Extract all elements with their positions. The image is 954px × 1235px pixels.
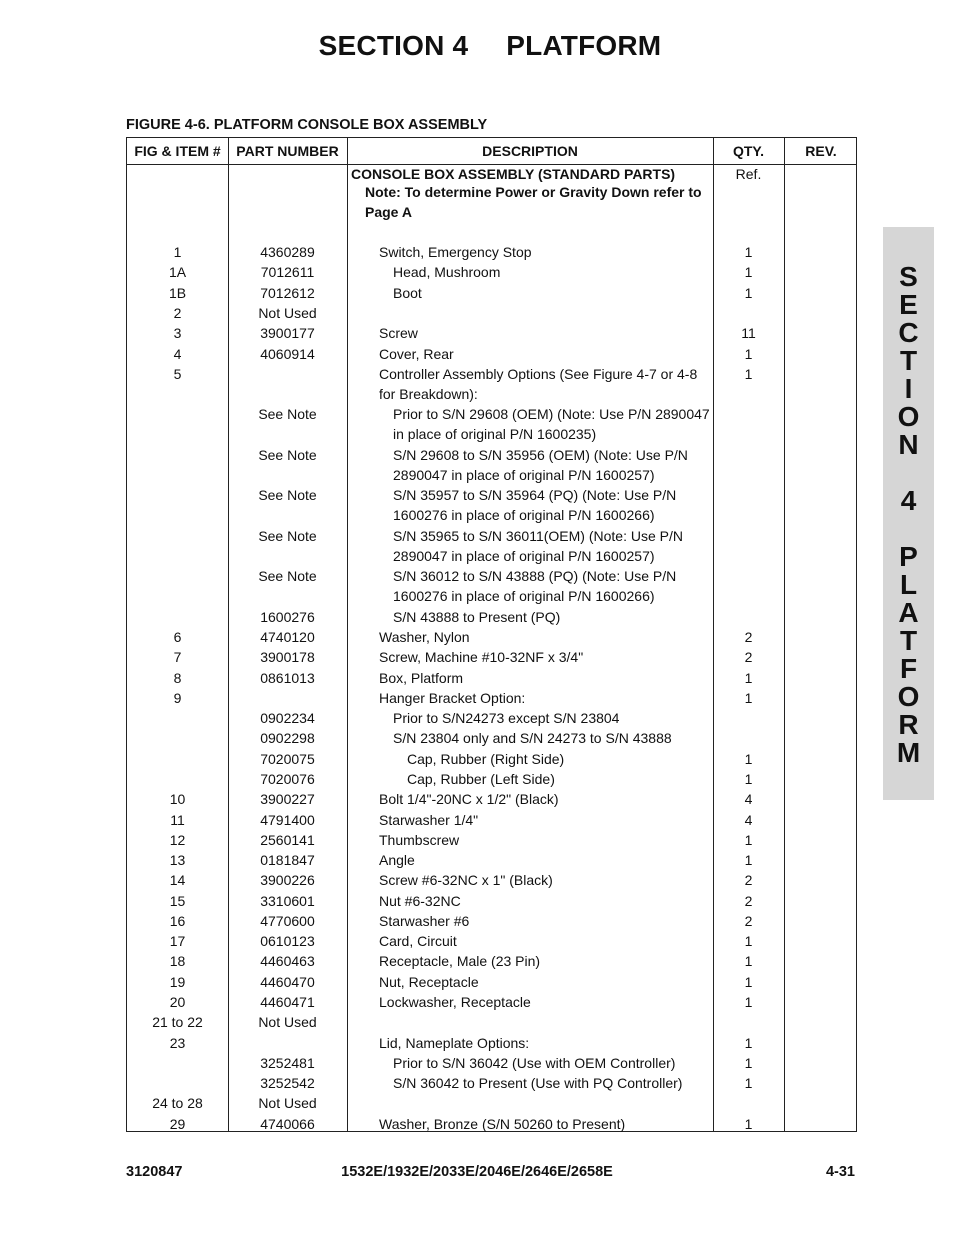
part-number-cell: Not Used xyxy=(258,1014,317,1030)
description-cell: CONSOLE BOX ASSEMBLY (STANDARD PARTS) xyxy=(351,166,676,182)
description-cell: 2890047 in place of original P/N 1600257) xyxy=(393,548,655,564)
qty-cell: Ref. xyxy=(735,166,762,182)
qty-cell: 1 xyxy=(744,771,753,787)
model-numbers: 1532E/1932E/2033E/2046E/2646E/2658E xyxy=(341,1164,613,1180)
page-number: 4-31 xyxy=(825,1164,855,1180)
section-tab-letter: M xyxy=(896,737,921,768)
parts-table xyxy=(126,137,857,1132)
part-number-cell: 0861013 xyxy=(260,670,315,686)
description-cell: 1600276 in place of original P/N 1600266) xyxy=(393,507,655,523)
part-number-cell: Not Used xyxy=(258,305,317,321)
description-cell: Boot xyxy=(393,285,422,301)
description-cell: S/N 23804 only and S/N 24273 to S/N 43888 xyxy=(393,730,672,746)
part-number-cell: 4740066 xyxy=(260,1116,315,1132)
description-cell: Prior to S/N24273 except S/N 23804 xyxy=(393,710,620,726)
part-number-cell: 3900177 xyxy=(260,325,315,341)
description-cell: Lockwasher, Receptacle xyxy=(379,994,531,1010)
description-cell: Box, Platform xyxy=(379,670,464,686)
fig-item-cell: 1B xyxy=(168,285,187,301)
column-divider xyxy=(784,138,785,1131)
description-cell: Card, Circuit xyxy=(379,933,457,949)
description-cell: 1600276 in place of original P/N 1600266) xyxy=(393,588,655,604)
qty-cell: 1 xyxy=(744,852,753,868)
description-cell: Washer, Nylon xyxy=(379,629,470,645)
qty-cell: 2 xyxy=(744,913,753,929)
qty-cell: 1 xyxy=(744,244,753,260)
qty-cell: 1 xyxy=(744,933,753,949)
qty-cell: 2 xyxy=(744,872,753,888)
description-cell: Bolt 1/4"-20NC x 1/2" (Black) xyxy=(379,791,559,807)
fig-item-cell: 29 xyxy=(169,1116,186,1132)
part-number-cell: See Note xyxy=(258,406,317,422)
qty-cell: 11 xyxy=(741,325,756,341)
section-tab-letter: O xyxy=(897,401,920,432)
description-cell: Washer, Bronze (S/N 50260 to Present) xyxy=(379,1116,626,1132)
description-cell: for Breakdown): xyxy=(379,386,478,402)
qty-cell: 2 xyxy=(744,893,753,909)
qty-cell: 1 xyxy=(744,670,753,686)
qty-cell: 1 xyxy=(744,1035,753,1051)
fig-item-cell: 17 xyxy=(169,933,186,949)
description-cell: Cover, Rear xyxy=(379,346,454,362)
description-cell: Page A xyxy=(365,204,412,220)
description-cell: Controller Assembly Options (See Figure 4-7 or 4-8 xyxy=(379,366,698,382)
description-cell: Prior to S/N 36042 (Use with OEM Controller) xyxy=(393,1055,676,1071)
description-cell: Screw xyxy=(379,325,418,341)
section-tab-letter: A xyxy=(898,597,919,628)
part-number-cell: 4060914 xyxy=(260,346,315,362)
description-cell: Cap, Rubber (Left Side) xyxy=(407,771,555,787)
section-tab-letter: S xyxy=(899,261,918,292)
part-number-cell: 0902298 xyxy=(260,730,315,746)
qty-cell: 1 xyxy=(744,751,753,767)
fig-item-cell: 21 to 22 xyxy=(152,1014,203,1030)
qty-cell: 1 xyxy=(744,285,753,301)
part-number-cell: 1600276 xyxy=(260,609,315,625)
part-number-cell: See Note xyxy=(258,487,317,503)
fig-item-cell: 1 xyxy=(173,244,182,260)
section-tab-letter: C xyxy=(898,317,919,348)
description-cell: S/N 36042 to Present (Use with PQ Controller) xyxy=(393,1075,683,1091)
fig-item-cell: 23 xyxy=(169,1035,186,1051)
part-number-cell: 3900178 xyxy=(260,649,315,665)
part-number-cell: 0610123 xyxy=(260,933,315,949)
section-name: PLATFORM xyxy=(506,30,662,61)
section-tab-letter: I xyxy=(904,373,913,404)
description-cell: Nut #6-32NC xyxy=(379,893,461,909)
qty-cell: 1 xyxy=(744,953,753,969)
description-cell: Receptacle, Male (23 Pin) xyxy=(379,953,541,969)
fig-item-cell: 1A xyxy=(168,264,187,280)
section-tab xyxy=(883,227,934,800)
description-cell: S/N 36012 to S/N 43888 (PQ) (Note: Use P/N xyxy=(393,568,677,584)
fig-item-cell: 18 xyxy=(169,953,186,969)
description-cell: in place of original P/N 1600235) xyxy=(393,426,597,442)
qty-cell: 1 xyxy=(744,1075,753,1091)
header-rev: REV. xyxy=(805,143,837,159)
part-number-cell: Not Used xyxy=(258,1095,317,1111)
qty-cell: 4 xyxy=(744,791,753,807)
part-number-cell: 0181847 xyxy=(260,852,315,868)
part-number-cell: 3900226 xyxy=(260,872,315,888)
fig-item-cell: 20 xyxy=(169,994,186,1010)
description-cell: Angle xyxy=(379,852,415,868)
section-tab-letter: L xyxy=(899,569,918,600)
figure-title: FIGURE 4-6. PLATFORM CONSOLE BOX ASSEMBLY xyxy=(126,117,488,133)
fig-item-cell: 6 xyxy=(173,629,182,645)
description-cell: S/N 35957 to S/N 35964 (PQ) (Note: Use P/N xyxy=(393,487,677,503)
qty-cell: 1 xyxy=(744,264,753,280)
description-cell: 2890047 in place of original P/N 1600257) xyxy=(393,467,655,483)
section-tab-letter: T xyxy=(899,625,918,656)
section-tab-letter: R xyxy=(898,709,919,740)
description-cell: Head, Mushroom xyxy=(393,264,501,280)
fig-item-cell: 10 xyxy=(169,791,186,807)
section-tab-letter: O xyxy=(897,681,920,712)
qty-cell: 1 xyxy=(744,690,753,706)
page-title xyxy=(0,30,954,62)
section-tab-letter: N xyxy=(898,429,919,460)
description-cell: Switch, Emergency Stop xyxy=(379,244,532,260)
part-number-cell: See Note xyxy=(258,568,317,584)
qty-cell: 1 xyxy=(744,994,753,1010)
description-cell: Hanger Bracket Option: xyxy=(379,690,526,706)
fig-item-cell: 14 xyxy=(169,872,186,888)
part-number-cell: 7012612 xyxy=(260,285,315,301)
fig-item-cell: 19 xyxy=(169,974,186,990)
part-number-cell: 4770600 xyxy=(260,913,315,929)
fig-item-cell: 16 xyxy=(169,913,186,929)
qty-cell: 1 xyxy=(744,974,753,990)
fig-item-cell: 12 xyxy=(169,832,186,848)
qty-cell: 2 xyxy=(744,649,753,665)
qty-cell: 4 xyxy=(744,812,753,828)
description-cell: Note: To determine Power or Gravity Down refer to xyxy=(365,184,702,200)
part-number-cell: 4460463 xyxy=(260,953,315,969)
part-number-cell: 3900227 xyxy=(260,791,315,807)
description-cell: Prior to S/N 29608 (OEM) (Note: Use P/N 2890047 xyxy=(393,406,710,422)
qty-cell: 1 xyxy=(744,366,753,382)
part-number-cell: 4460471 xyxy=(260,994,315,1010)
description-cell: Screw, Machine #10-32NF x 3/4" xyxy=(379,649,584,665)
part-number-cell: 7012611 xyxy=(260,264,315,280)
part-number-cell: 7020076 xyxy=(260,771,315,787)
description-cell: Starwasher #6 xyxy=(379,913,470,929)
description-cell: Nut, Receptacle xyxy=(379,974,479,990)
description-cell: Thumbscrew xyxy=(379,832,460,848)
section-tab-letter: T xyxy=(899,345,918,376)
part-number-cell: 2560141 xyxy=(260,832,315,848)
description-cell: Starwasher 1/4" xyxy=(379,812,479,828)
fig-item-cell: 4 xyxy=(173,346,182,362)
fig-item-cell: 9 xyxy=(173,690,182,706)
description-cell: S/N 43888 to Present (PQ) xyxy=(393,609,561,625)
qty-cell: 1 xyxy=(744,1055,753,1071)
fig-item-cell: 15 xyxy=(169,893,186,909)
part-number-cell: 3252481 xyxy=(260,1055,315,1071)
qty-cell: 1 xyxy=(744,1116,753,1132)
section-tab-letter: P xyxy=(899,541,918,572)
description-cell: S/N 35965 to S/N 36011(OEM) (Note: Use P/N xyxy=(393,528,683,544)
fig-item-cell: 13 xyxy=(169,852,186,868)
header-fig-item: FIG & ITEM # xyxy=(134,143,221,159)
part-number-cell: 4460470 xyxy=(260,974,315,990)
header-part-number: PART NUMBER xyxy=(236,143,339,159)
part-number-cell: 4791400 xyxy=(260,812,315,828)
part-number-cell: 7020075 xyxy=(260,751,315,767)
qty-cell: 1 xyxy=(744,832,753,848)
part-number-cell: 3310601 xyxy=(260,893,315,909)
qty-cell: 1 xyxy=(744,346,753,362)
fig-item-cell: 5 xyxy=(173,366,182,382)
fig-item-cell: 11 xyxy=(170,812,185,828)
part-number-cell: See Note xyxy=(258,447,317,463)
part-number-cell: 4360289 xyxy=(260,244,315,260)
fig-item-cell: 24 to 28 xyxy=(152,1095,203,1111)
part-number-cell: 3252542 xyxy=(260,1075,315,1091)
description-cell: Screw #6-32NC x 1" (Black) xyxy=(379,872,553,888)
fig-item-cell: 7 xyxy=(173,649,182,665)
fig-item-cell: 8 xyxy=(173,670,182,686)
header-description: DESCRIPTION xyxy=(482,143,578,159)
part-number-cell: See Note xyxy=(258,528,317,544)
section-tab-letter: E xyxy=(899,289,918,320)
qty-cell: 2 xyxy=(744,629,753,645)
description-cell: S/N 29608 to S/N 35956 (OEM) (Note: Use P/N xyxy=(393,447,688,463)
description-cell: Cap, Rubber (Right Side) xyxy=(407,751,565,767)
description-cell: Lid, Nameplate Options: xyxy=(379,1035,530,1051)
section-tab-letter: F xyxy=(899,653,918,684)
fig-item-cell: 3 xyxy=(173,325,182,341)
document-number: 3120847 xyxy=(126,1164,183,1180)
section-number: SECTION 4 xyxy=(318,30,469,61)
section-tab-letter: 4 xyxy=(900,485,917,516)
part-number-cell: 4740120 xyxy=(260,629,315,645)
fig-item-cell: 2 xyxy=(173,305,182,321)
header-qty: QTY. xyxy=(732,143,765,159)
part-number-cell: 0902234 xyxy=(260,710,315,726)
